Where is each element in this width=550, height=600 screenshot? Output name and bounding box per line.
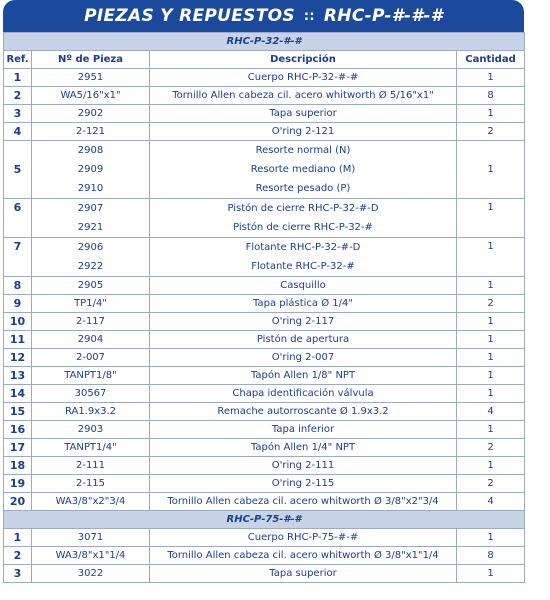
row-part-number — [32, 403, 150, 421]
description-line: Casquillo — [280, 280, 326, 291]
description-line: Cuerpo RHC-P-75-#-# — [247, 532, 359, 543]
part-number-line: 2-115 — [75, 478, 106, 489]
description-line: Chapa identificación válvula — [232, 388, 374, 399]
table-row — [4, 403, 525, 421]
row-quantity: 1 — [457, 385, 525, 403]
row-ref: 12 — [4, 349, 32, 367]
row-description — [150, 331, 457, 349]
part-number-line: 2908 — [77, 145, 104, 156]
title-right: RHC-P-#-#-# — [323, 6, 443, 26]
row-part-number — [32, 457, 150, 475]
row-quantity: 8 — [457, 87, 525, 105]
table-row — [4, 141, 525, 199]
row-quantity: 2 — [457, 475, 525, 493]
row-part-number — [32, 199, 150, 238]
part-number-line: 2-007 — [75, 352, 106, 363]
row-ref: 14 — [4, 385, 32, 403]
row-description — [150, 141, 457, 199]
description-line: Tapa superior — [269, 108, 337, 119]
section-name: RHC-P-32-#-# — [4, 33, 525, 51]
row-quantity: 2 — [457, 123, 525, 141]
table-row — [4, 199, 525, 238]
row-ref: 19 — [4, 475, 32, 493]
table-row — [4, 123, 525, 141]
description-line: Pistón de cierre RHC-P-32-#-D — [227, 203, 379, 214]
row-quantity: 1 — [457, 349, 525, 367]
part-number-line: 2909 — [77, 164, 104, 175]
part-number-line: 2921 — [77, 222, 104, 233]
row-quantity: 1 — [457, 277, 525, 295]
row-description — [150, 547, 457, 565]
description-line: Tornillo Allen cabeza cil. acero whitworth Ø 5/16"x1" — [172, 90, 434, 101]
title-separator: :: — [303, 8, 315, 24]
part-number-line: TANPT1/4" — [64, 442, 117, 453]
row-ref: 20 — [4, 493, 32, 511]
row-part-number — [32, 529, 150, 547]
row-description — [150, 69, 457, 87]
description-line: O'ring 2-121 — [271, 126, 335, 137]
table-row — [4, 105, 525, 123]
table-row — [4, 349, 525, 367]
row-quantity: 1 — [457, 331, 525, 349]
table-row — [4, 367, 525, 385]
description-line: Tapón Allen 1/4" NPT — [250, 442, 356, 453]
row-ref: 6 — [4, 199, 32, 238]
section-header-row — [4, 511, 525, 529]
row-description — [150, 403, 457, 421]
part-number-line: 3071 — [77, 532, 104, 543]
row-ref: 5 — [4, 141, 32, 199]
row-description — [150, 105, 457, 123]
row-description — [150, 475, 457, 493]
row-part-number — [32, 349, 150, 367]
row-part-number — [32, 277, 150, 295]
row-ref: 3 — [4, 105, 32, 123]
row-quantity: 8 — [457, 547, 525, 565]
row-description — [150, 238, 457, 277]
table-row — [4, 313, 525, 331]
row-ref: 16 — [4, 421, 32, 439]
part-number-line: WA3/8"x2"3/4 — [55, 496, 126, 507]
part-number-line: 2-121 — [75, 126, 106, 137]
row-part-number — [32, 421, 150, 439]
table-row — [4, 421, 525, 439]
title-banner — [3, 0, 524, 32]
table-row — [4, 493, 525, 511]
row-ref: 13 — [4, 367, 32, 385]
row-part-number — [32, 547, 150, 565]
row-ref: 8 — [4, 277, 32, 295]
row-part-number — [32, 238, 150, 277]
row-ref: 4 — [4, 123, 32, 141]
table-row — [4, 238, 525, 277]
row-quantity: 4 — [457, 493, 525, 511]
row-description — [150, 87, 457, 105]
row-quantity: 4 — [457, 403, 525, 421]
description-line: Tapa superior — [269, 568, 337, 579]
header-qty: Cantidad — [457, 51, 525, 69]
row-ref: 11 — [4, 331, 32, 349]
row-part-number — [32, 87, 150, 105]
section-header-row — [4, 33, 525, 51]
row-part-number — [32, 123, 150, 141]
row-part-number — [32, 475, 150, 493]
part-number-line: 2907 — [77, 203, 104, 214]
row-quantity: 2 — [457, 439, 525, 457]
description-line: O'ring 2-007 — [271, 352, 335, 363]
row-description — [150, 439, 457, 457]
description-line: O'ring 2-117 — [271, 316, 335, 327]
row-part-number — [32, 69, 150, 87]
row-part-number — [32, 493, 150, 511]
row-part-number — [32, 385, 150, 403]
row-part-number — [32, 105, 150, 123]
part-number-line: WA5/16"x1" — [60, 90, 121, 101]
table-row — [4, 87, 525, 105]
row-quantity: 2 — [457, 295, 525, 313]
table-row — [4, 547, 525, 565]
row-part-number — [32, 439, 150, 457]
part-number-line: TP1/4" — [74, 298, 107, 309]
row-description — [150, 421, 457, 439]
part-number-line: RA1.9x3.2 — [64, 406, 117, 417]
row-ref: 1 — [4, 529, 32, 547]
part-number-line: 2951 — [77, 72, 104, 83]
row-part-number — [32, 367, 150, 385]
row-description — [150, 367, 457, 385]
part-number-line: 2903 — [77, 424, 104, 435]
description-line: Tornillo Allen cabeza cil. acero whitworth Ø 3/8"x2"3/4 — [167, 496, 439, 507]
row-quantity: 1 — [457, 69, 525, 87]
part-number-line: 3022 — [77, 568, 104, 579]
row-ref: 2 — [4, 547, 32, 565]
row-quantity: 1 — [457, 529, 525, 547]
table-row — [4, 385, 525, 403]
row-ref: 1 — [4, 69, 32, 87]
parts-table — [3, 32, 525, 583]
table-row — [4, 295, 525, 313]
description-line: Resorte mediano (M) — [250, 164, 356, 175]
row-description — [150, 565, 457, 583]
table-row — [4, 457, 525, 475]
header-desc: Descripción — [150, 51, 457, 69]
description-line: Remache autorroscante Ø 1.9x3.2 — [217, 406, 389, 417]
description-line: Tapón Allen 1/8" NPT — [250, 370, 356, 381]
description-line: Resorte normal (N) — [255, 145, 351, 156]
header-ref: Ref. — [4, 51, 32, 69]
table-row — [4, 331, 525, 349]
description-line: Pistón de apertura — [256, 334, 350, 345]
row-quantity: 1 — [457, 421, 525, 439]
table-row — [4, 475, 525, 493]
row-quantity: 1 — [457, 199, 525, 238]
row-description — [150, 313, 457, 331]
part-number-line: 2-117 — [75, 316, 106, 327]
row-description — [150, 457, 457, 475]
description-line: O'ring 2-115 — [271, 478, 335, 489]
row-description — [150, 493, 457, 511]
row-description — [150, 295, 457, 313]
section-name: RHC-P-75-#-# — [4, 511, 525, 529]
row-ref: 2 — [4, 87, 32, 105]
part-number-line: TANPT1/8" — [64, 370, 117, 381]
header-pieza: Nº de Pieza — [32, 51, 150, 69]
part-number-line: 2902 — [77, 108, 104, 119]
table-row — [4, 565, 525, 583]
row-quantity: 1 — [457, 565, 525, 583]
row-description — [150, 199, 457, 238]
column-header-row — [4, 51, 525, 69]
description-line: Cuerpo RHC-P-32-#-# — [247, 72, 359, 83]
row-ref: 17 — [4, 439, 32, 457]
part-number-line: 2910 — [77, 183, 104, 194]
title-left: PIEZAS Y REPUESTOS — [84, 6, 295, 26]
description-line: Tornillo Allen cabeza cil. acero whitworth Ø 3/8"x1"1/4 — [167, 550, 439, 561]
description-line: Resorte pesado (P) — [255, 183, 351, 194]
row-ref: 18 — [4, 457, 32, 475]
row-ref: 3 — [4, 565, 32, 583]
row-part-number — [32, 141, 150, 199]
row-quantity: 1 — [457, 367, 525, 385]
table-row — [4, 529, 525, 547]
row-description — [150, 529, 457, 547]
description-line: Tapa plástica Ø 1/4" — [253, 298, 353, 309]
table-row — [4, 277, 525, 295]
row-description — [150, 349, 457, 367]
part-number-line: 2906 — [77, 242, 104, 253]
description-line: Flotante RHC-P-32-#-D — [245, 242, 361, 253]
description-line: Flotante RHC-P-32-# — [251, 261, 355, 272]
description-line: Pistón de cierre RHC-P-32-# — [233, 222, 373, 233]
row-ref: 7 — [4, 238, 32, 277]
table-row — [4, 69, 525, 87]
table-row — [4, 439, 525, 457]
description-line: Tapa inferior — [271, 424, 335, 435]
part-number-line: 30567 — [74, 388, 107, 399]
row-description — [150, 123, 457, 141]
row-part-number — [32, 565, 150, 583]
part-number-line: 2905 — [77, 280, 104, 291]
row-part-number — [32, 313, 150, 331]
description-line: O'ring 2-111 — [271, 460, 335, 471]
row-part-number — [32, 295, 150, 313]
row-part-number — [32, 331, 150, 349]
row-description — [150, 385, 457, 403]
part-number-line: 2-111 — [75, 460, 106, 471]
row-quantity: 1 — [457, 141, 525, 199]
row-ref: 10 — [4, 313, 32, 331]
part-number-line: 2922 — [77, 261, 104, 272]
part-number-line: WA3/8"x1"1/4 — [55, 550, 126, 561]
row-ref: 15 — [4, 403, 32, 421]
row-description — [150, 277, 457, 295]
part-number-line: 2904 — [77, 334, 104, 345]
row-quantity: 1 — [457, 238, 525, 277]
row-quantity: 1 — [457, 105, 525, 123]
row-ref: 9 — [4, 295, 32, 313]
row-quantity: 1 — [457, 457, 525, 475]
row-quantity: 1 — [457, 313, 525, 331]
